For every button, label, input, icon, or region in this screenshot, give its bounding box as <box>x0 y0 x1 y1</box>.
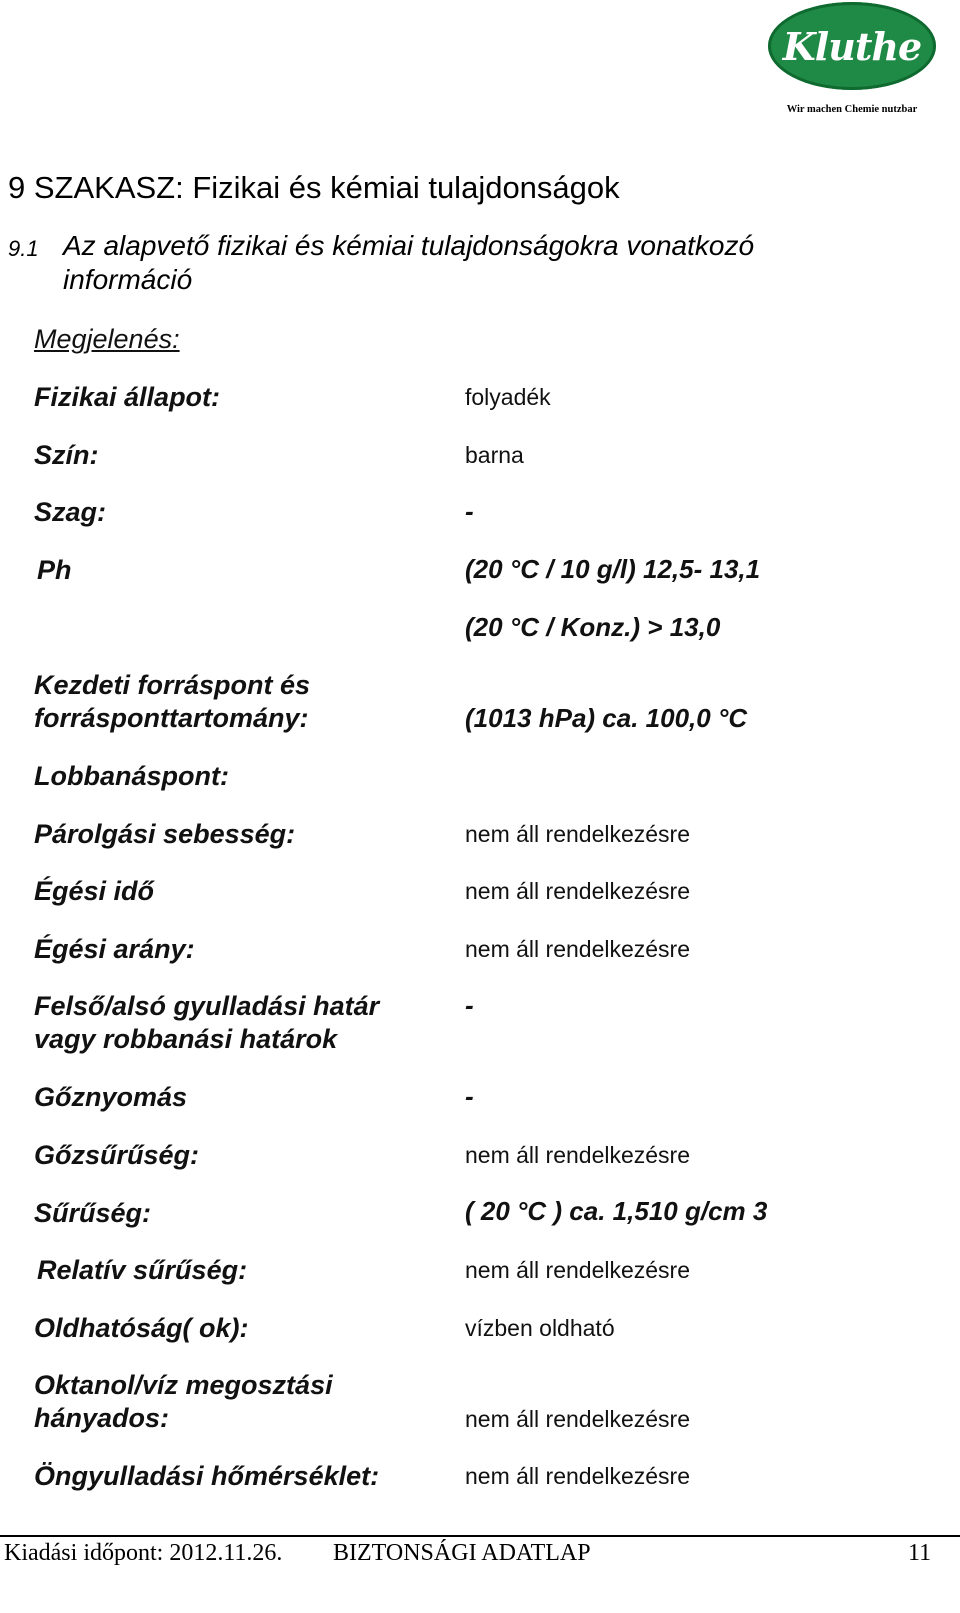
logo-tagline: Wir machen Chemie nutzbar <box>786 104 918 115</box>
burn-rate-label: Égési arány: <box>34 934 195 964</box>
color-label: Szín: <box>34 440 99 470</box>
vapor-density-label: Gőzsűrűség: <box>34 1140 200 1170</box>
relative-density-label: Relatív sűrűség: <box>37 1255 248 1285</box>
burn-time-label: Égési idő <box>34 876 155 906</box>
vapor-pressure-label: Gőznyomás <box>34 1082 188 1112</box>
partition-coefficient-label-1: Oktanol/víz megosztási <box>34 1370 333 1400</box>
odor-label: Szag: <box>34 497 107 527</box>
solubility-value: vízben oldható <box>465 1315 615 1341</box>
density-value: ( 20 °C ) ca. 1,510 g/cm 3 <box>465 1196 768 1226</box>
partition-coefficient-label-2: hányados: <box>34 1403 170 1433</box>
explosion-limits-value: - <box>465 990 474 1020</box>
burn-time-value: nem áll rendelkezésre <box>465 878 691 904</box>
footer-issue-date: Kiadási időpont: 2012.11.26. <box>4 1540 283 1566</box>
ph-value-1: (20 °C / 10 g/l) 12,5- 13,1 <box>465 554 761 584</box>
physical-state-value: folyadék <box>465 384 551 410</box>
footer-divider <box>0 1535 960 1537</box>
burn-rate-value: nem áll rendelkezésre <box>465 936 691 962</box>
density-label: Sűrűség: <box>34 1198 152 1228</box>
logo-brand: Kluthe <box>782 23 922 69</box>
ph-label: Ph <box>37 555 72 585</box>
subsection-title: Az alapvető fizikai és kémiai tulajdonságokra vonatkozó információ <box>63 230 755 295</box>
explosion-limits-label-2: vagy robbanási határok <box>34 1024 338 1054</box>
physical-state-label: Fizikai állapot: <box>34 382 221 412</box>
explosion-limits-label-1: Felső/alsó gyulladási határ <box>34 991 380 1021</box>
partition-coefficient-value: nem áll rendelkezésre <box>465 1406 691 1432</box>
section-title: 9 SZAKASZ: Fizikai és kémiai tulajdonságok <box>8 170 620 205</box>
footer-document-title: BIZTONSÁGI ADATLAP <box>333 1540 591 1566</box>
relative-density-value: nem áll rendelkezésre <box>465 1257 691 1283</box>
boiling-value: (1013 hPa) ca. 100,0 °C <box>465 703 748 733</box>
odor-value: - <box>465 496 474 526</box>
company-logo <box>762 2 942 115</box>
vapor-pressure-value: - <box>465 1081 474 1111</box>
vapor-density-value: nem áll rendelkezésre <box>465 1142 691 1168</box>
boiling-label-2: forrásponttartomány: <box>34 703 309 733</box>
logo-badge <box>768 2 936 90</box>
ph-value-2: (20 °C / Konz.) > 13,0 <box>465 612 721 642</box>
flash-point-label: Lobbanáspont: <box>34 761 229 791</box>
appearance-heading: Megjelenés: <box>34 324 180 354</box>
color-value: barna <box>465 442 524 468</box>
footer-page-number: 11 <box>908 1540 932 1566</box>
solubility-label: Oldhatóság( ok): <box>34 1313 249 1343</box>
autoignition-label: Öngyulladási hőmérséklet: <box>34 1461 380 1491</box>
boiling-label-1: Kezdeti forráspont és <box>34 670 311 700</box>
autoignition-value: nem áll rendelkezésre <box>465 1463 691 1489</box>
evaporation-label: Párolgási sebesség: <box>34 819 296 849</box>
evaporation-value: nem áll rendelkezésre <box>465 821 691 847</box>
subsection-number: 9.1 <box>8 236 39 261</box>
